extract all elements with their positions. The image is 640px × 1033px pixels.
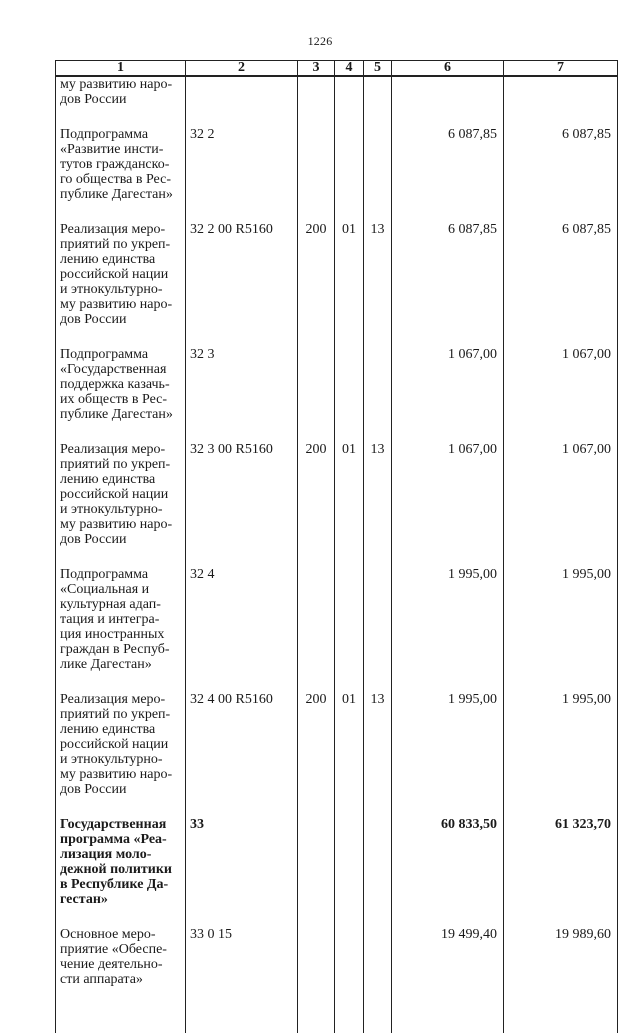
row-code bbox=[186, 76, 298, 127]
row-section: 01 bbox=[335, 692, 364, 817]
table-header-row bbox=[56, 61, 618, 77]
row-subsection bbox=[364, 127, 392, 222]
row-amount-6: 1 067,00 bbox=[392, 442, 504, 567]
row-type bbox=[298, 127, 335, 222]
row-amount-7: 1 995,00 bbox=[504, 567, 618, 692]
table-row bbox=[56, 817, 618, 927]
row-subsection: 13 bbox=[364, 222, 392, 347]
row-subsection bbox=[364, 817, 392, 927]
row-name: Подпрограмма «Развитие инсти- тутов гражданско- го общества в Рес- публике Дагестан» bbox=[56, 127, 186, 222]
column-header: 7 bbox=[504, 61, 618, 77]
column-header: 2 bbox=[186, 61, 298, 77]
row-subsection bbox=[364, 76, 392, 127]
row-name: Подпрограмма «Социальная и культурная адап- тация и интегра- ция иностранных граждан в Респуб- лике Дагестан» bbox=[56, 567, 186, 692]
row-amount-6: 1 995,00 bbox=[392, 567, 504, 692]
row-type: 200 bbox=[298, 442, 335, 567]
row-subsection: 13 bbox=[364, 442, 392, 567]
row-section bbox=[335, 347, 364, 442]
row-amount-6: 1 067,00 bbox=[392, 347, 504, 442]
row-amount-7: 1 995,00 bbox=[504, 692, 618, 817]
row-type bbox=[298, 817, 335, 927]
row-name: Реализация меро- приятий по укреп- лению единства российской нации и этнокультурно- му развитию наро- дов России bbox=[56, 222, 186, 347]
row-amount-7: 1 067,00 bbox=[504, 442, 618, 567]
row-section bbox=[335, 927, 364, 1007]
row-code: 32 2 bbox=[186, 127, 298, 222]
table-row bbox=[56, 347, 618, 442]
row-name: му развитию наро- дов России bbox=[56, 76, 186, 127]
row-code: 32 2 00 R5160 bbox=[186, 222, 298, 347]
row-code: 32 4 00 R5160 bbox=[186, 692, 298, 817]
row-subsection: 13 bbox=[364, 692, 392, 817]
column-header: 5 bbox=[364, 61, 392, 77]
table-row bbox=[56, 442, 618, 567]
table-row bbox=[56, 692, 618, 817]
row-subsection bbox=[364, 927, 392, 1007]
row-amount-6: 6 087,85 bbox=[392, 222, 504, 347]
row-code: 32 3 bbox=[186, 347, 298, 442]
row-code: 33 bbox=[186, 817, 298, 927]
row-amount-7: 1 067,00 bbox=[504, 347, 618, 442]
column-header: 3 bbox=[298, 61, 335, 77]
row-amount-6: 60 833,50 bbox=[392, 817, 504, 927]
row-amount-6: 6 087,85 bbox=[392, 127, 504, 222]
row-section bbox=[335, 76, 364, 127]
row-section bbox=[335, 127, 364, 222]
row-name: Реализация меро- приятий по укреп- лению единства российской нации и этнокультурно- му развитию наро- дов России bbox=[56, 442, 186, 567]
row-amount-6 bbox=[392, 76, 504, 127]
table-row bbox=[56, 927, 618, 1007]
table-row bbox=[56, 222, 618, 347]
table-row bbox=[56, 76, 618, 127]
row-type bbox=[298, 347, 335, 442]
row-section bbox=[335, 567, 364, 692]
page-number: 1226 bbox=[307, 34, 333, 48]
column-header: 6 bbox=[392, 61, 504, 77]
row-subsection bbox=[364, 347, 392, 442]
row-amount-7 bbox=[504, 76, 618, 127]
row-code: 32 3 00 R5160 bbox=[186, 442, 298, 567]
table-row bbox=[56, 567, 618, 692]
row-type bbox=[298, 76, 335, 127]
row-amount-7: 6 087,85 bbox=[504, 222, 618, 347]
row-subsection bbox=[364, 567, 392, 692]
row-type: 200 bbox=[298, 692, 335, 817]
row-amount-6: 19 499,40 bbox=[392, 927, 504, 1007]
table-row bbox=[56, 127, 618, 222]
row-type bbox=[298, 927, 335, 1007]
row-name: Основное меро- приятие «Обеспе- чение деятельно- сти аппарата» bbox=[56, 927, 186, 1007]
column-header: 4 bbox=[335, 61, 364, 77]
budget-table bbox=[55, 60, 618, 1033]
row-amount-7: 19 989,60 bbox=[504, 927, 618, 1007]
row-amount-6: 1 995,00 bbox=[392, 692, 504, 817]
row-type bbox=[298, 567, 335, 692]
row-amount-7: 6 087,85 bbox=[504, 127, 618, 222]
table-continuation bbox=[56, 1007, 618, 1033]
row-amount-7: 61 323,70 bbox=[504, 817, 618, 927]
row-name: Подпрограмма «Государственная поддержка казачь- их обществ в Рес- публике Дагестан» bbox=[56, 347, 186, 442]
row-section bbox=[335, 817, 364, 927]
row-type: 200 bbox=[298, 222, 335, 347]
row-code: 33 0 15 bbox=[186, 927, 298, 1007]
row-name: Государственная программа «Реа- лизация моло- дежной политики в Республике Да- гестан» bbox=[56, 817, 186, 927]
column-header: 1 bbox=[56, 61, 186, 77]
row-section: 01 bbox=[335, 442, 364, 567]
table-body bbox=[56, 76, 618, 1007]
row-name: Реализация меро- приятий по укреп- лению единства российской нации и этнокультурно- му развитию наро- дов России bbox=[56, 692, 186, 817]
row-code: 32 4 bbox=[186, 567, 298, 692]
row-section: 01 bbox=[335, 222, 364, 347]
